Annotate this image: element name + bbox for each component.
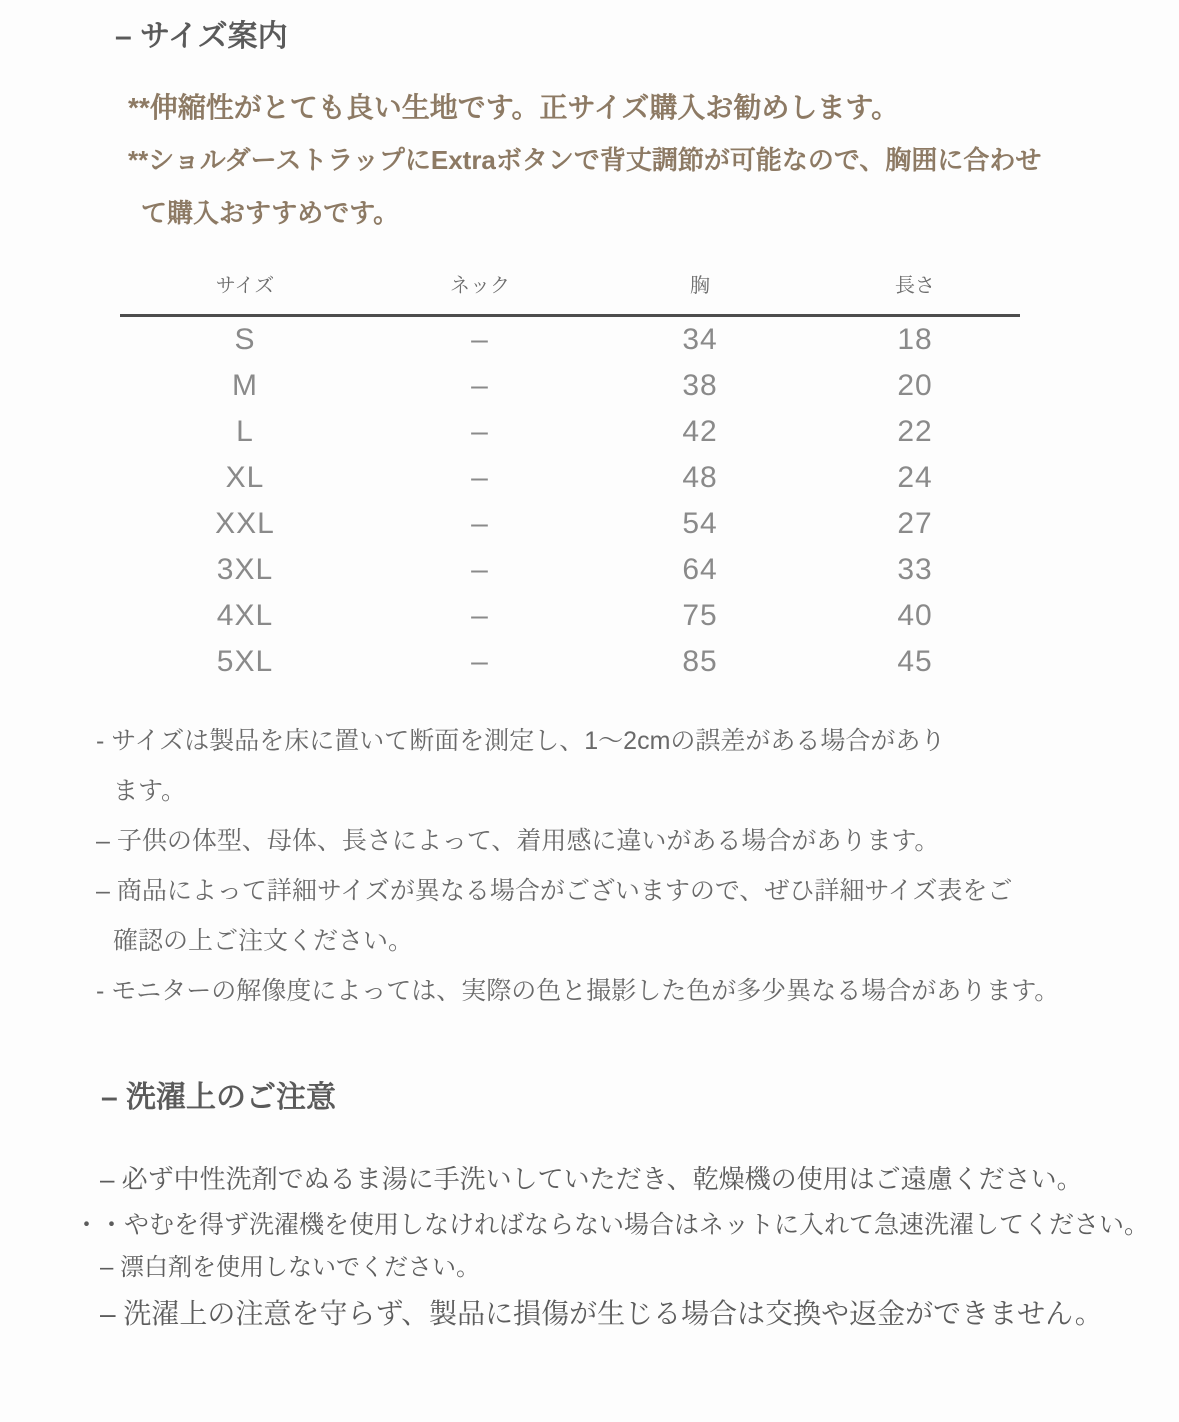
column-header-neck: ネック bbox=[370, 264, 590, 316]
chest-cell: 54 bbox=[682, 507, 718, 540]
note-line: - モニターの解像度によっては、実際の色と撮影した色が多少異なる場合があります。 bbox=[96, 977, 1060, 1005]
table-row bbox=[120, 501, 1020, 547]
chest-cell: 48 bbox=[682, 461, 718, 494]
chest-cell: 42 bbox=[682, 415, 718, 448]
highlight-line: **伸縮性がとても良い生地です。正サイズ購入お勧めします。 bbox=[128, 92, 900, 123]
note-line-continuation: 確認の上ご注文ください。 bbox=[113, 927, 414, 955]
length-cell: 18 bbox=[897, 323, 933, 356]
neck-cell: – bbox=[471, 415, 489, 448]
chest-cell: 75 bbox=[682, 599, 718, 632]
table-row bbox=[120, 547, 1020, 593]
highlight-line: て購入おすすめです。 bbox=[141, 198, 400, 228]
note-line-continuation: ます。 bbox=[113, 777, 187, 805]
washing-instruction-line: – 漂白剤を使用しないでください。 bbox=[100, 1254, 481, 1281]
table-row bbox=[120, 593, 1020, 639]
length-cell: 20 bbox=[897, 369, 933, 402]
size-notes bbox=[96, 716, 1059, 1016]
neck-cell: – bbox=[471, 507, 489, 540]
neck-cell: – bbox=[471, 323, 489, 356]
neck-cell: – bbox=[471, 599, 489, 632]
washing-section-heading: – 洗濯上のご注意 bbox=[101, 1081, 337, 1114]
size-cell: S bbox=[234, 323, 256, 356]
size-cell: 5XL bbox=[216, 645, 274, 678]
note-line: - サイズは製品を床に置いて断面を測定し、1～2cmの誤差がある場合があり bbox=[96, 727, 946, 755]
length-cell: 27 bbox=[897, 507, 933, 540]
highlight-line: **ショルダーストラップにExtraボタンで背丈調節が可能なので、胸囲に合わせ bbox=[128, 145, 1042, 175]
washing-instructions bbox=[74, 1164, 1150, 1330]
column-header-chest: 胸 bbox=[590, 264, 810, 316]
column-header-length: 長さ bbox=[810, 264, 1020, 316]
length-cell: 40 bbox=[897, 599, 933, 632]
table-row bbox=[120, 409, 1020, 455]
length-cell: 33 bbox=[897, 553, 933, 586]
size-cell: XL bbox=[225, 461, 265, 494]
size-cell: M bbox=[232, 369, 258, 402]
chest-cell: 34 bbox=[682, 323, 718, 356]
washing-instruction-line: ・・やむを得ず洗濯機を使用しなければならない場合はネットに入れて急速洗濯してください。 bbox=[74, 1211, 1150, 1239]
size-highlight-text bbox=[128, 92, 1041, 228]
neck-cell: – bbox=[471, 553, 489, 586]
table-row bbox=[120, 363, 1020, 409]
size-table bbox=[120, 264, 1020, 685]
size-cell: 3XL bbox=[216, 553, 274, 586]
washing-instruction-line: – 必ず中性洗剤でぬるま湯に手洗いしていただき、乾燥機の使用はご遠慮ください。 bbox=[100, 1164, 1083, 1194]
size-table-header-row bbox=[120, 264, 1020, 316]
length-cell: 22 bbox=[897, 415, 933, 448]
size-cell: 4XL bbox=[216, 599, 274, 632]
column-header-size: サイズ bbox=[120, 264, 370, 316]
washing-instruction-line: – 洗濯上の注意を守らず、製品に損傷が生じる場合は交換や返金ができません。 bbox=[100, 1298, 1103, 1329]
neck-cell: – bbox=[471, 645, 489, 678]
size-section-heading: – サイズ案内 bbox=[115, 20, 288, 53]
table-row bbox=[120, 639, 1020, 685]
note-line: – 子供の体型、母体、長さによって、着用感に違いがある場合があります。 bbox=[96, 827, 940, 855]
length-cell: 45 bbox=[897, 645, 933, 678]
table-row bbox=[120, 455, 1020, 501]
neck-cell: – bbox=[471, 461, 489, 494]
note-line: – 商品によって詳細サイズが異なる場合がございますので、ぜひ詳細サイズ表をご bbox=[96, 877, 1013, 905]
length-cell: 24 bbox=[897, 461, 933, 494]
chest-cell: 64 bbox=[682, 553, 718, 586]
size-cell: L bbox=[236, 415, 254, 448]
chest-cell: 85 bbox=[682, 645, 718, 678]
neck-cell: – bbox=[471, 369, 489, 402]
chest-cell: 38 bbox=[682, 369, 718, 402]
size-cell: XXL bbox=[215, 507, 275, 540]
table-row bbox=[120, 316, 1020, 364]
